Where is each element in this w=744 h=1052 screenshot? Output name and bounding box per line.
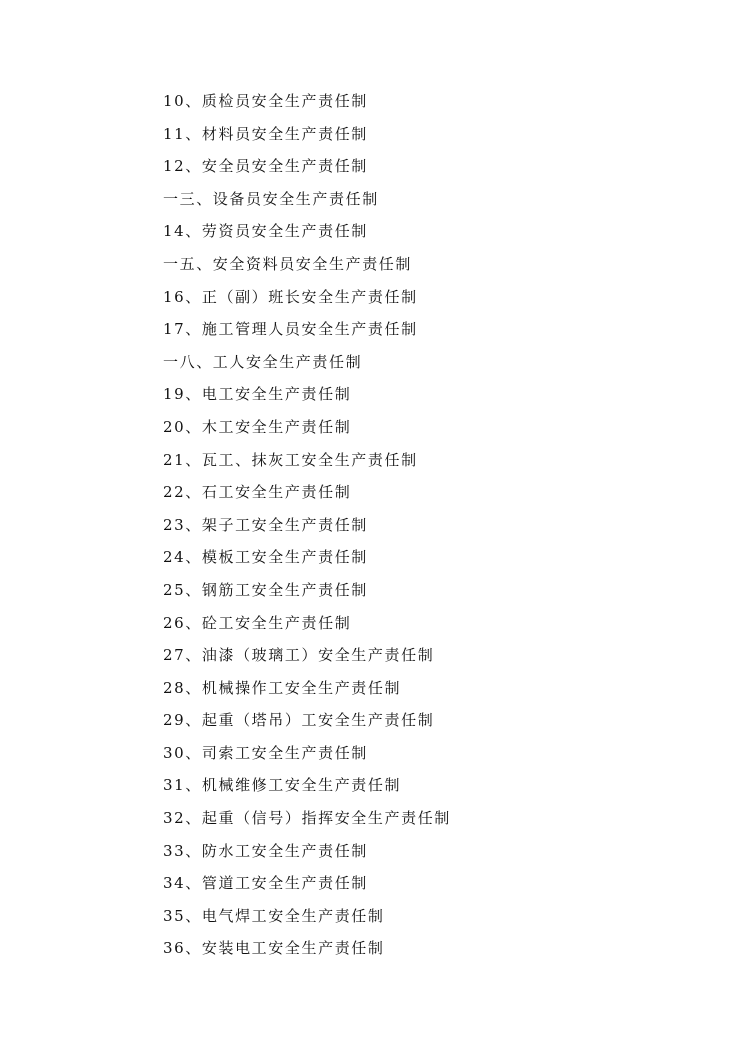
list-item: 36、安装电工安全生产责任制 <box>163 939 385 958</box>
list-item: 34、管道工安全生产责任制 <box>163 874 368 893</box>
list-item: 12、安全员安全生产责任制 <box>163 157 368 176</box>
list-item: 26、砼工安全生产责任制 <box>163 613 352 632</box>
list-item: 35、电气焊工安全生产责任制 <box>163 906 385 925</box>
list-item: 32、起重（信号）指挥安全生产责任制 <box>163 809 451 828</box>
list-item: 25、钢筋工安全生产责任制 <box>163 580 368 599</box>
list-item: 16、正（副）班长安全生产责任制 <box>163 287 418 306</box>
list-item: 27、油漆（玻璃工）安全生产责任制 <box>163 646 435 665</box>
list-item: 11、材料员安全生产责任制 <box>163 124 368 143</box>
list-item: 33、防水工安全生产责任制 <box>163 841 368 860</box>
list-item: 31、机械维修工安全生产责任制 <box>163 776 402 795</box>
list-item: 20、木工安全生产责任制 <box>163 417 352 436</box>
list-item: 21、瓦工、抹灰工安全生产责任制 <box>163 450 418 469</box>
list-item: 10、质检员安全生产责任制 <box>163 92 368 110</box>
list-item: 一五、安全资料员安全生产责任制 <box>163 254 413 273</box>
list-item: 29、起重（塔吊）工安全生产责任制 <box>163 711 435 730</box>
list-item: 14、劳资员安全生产责任制 <box>163 222 368 241</box>
list-item: 22、石工安全生产责任制 <box>163 483 352 502</box>
list-item: 一三、设备员安全生产责任制 <box>163 189 379 208</box>
list-item: 一八、工人安全生产责任制 <box>163 352 363 371</box>
list-item: 17、施工管理人员安全生产责任制 <box>163 320 418 339</box>
list-item: 23、架子工安全生产责任制 <box>163 515 368 534</box>
list-item: 30、司索工安全生产责任制 <box>163 743 368 762</box>
list-item: 24、模板工安全生产责任制 <box>163 548 368 567</box>
list-item: 19、电工安全生产责任制 <box>163 385 352 404</box>
responsibility-list <box>163 88 683 968</box>
list-item: 28、机械操作工安全生产责任制 <box>163 678 402 697</box>
